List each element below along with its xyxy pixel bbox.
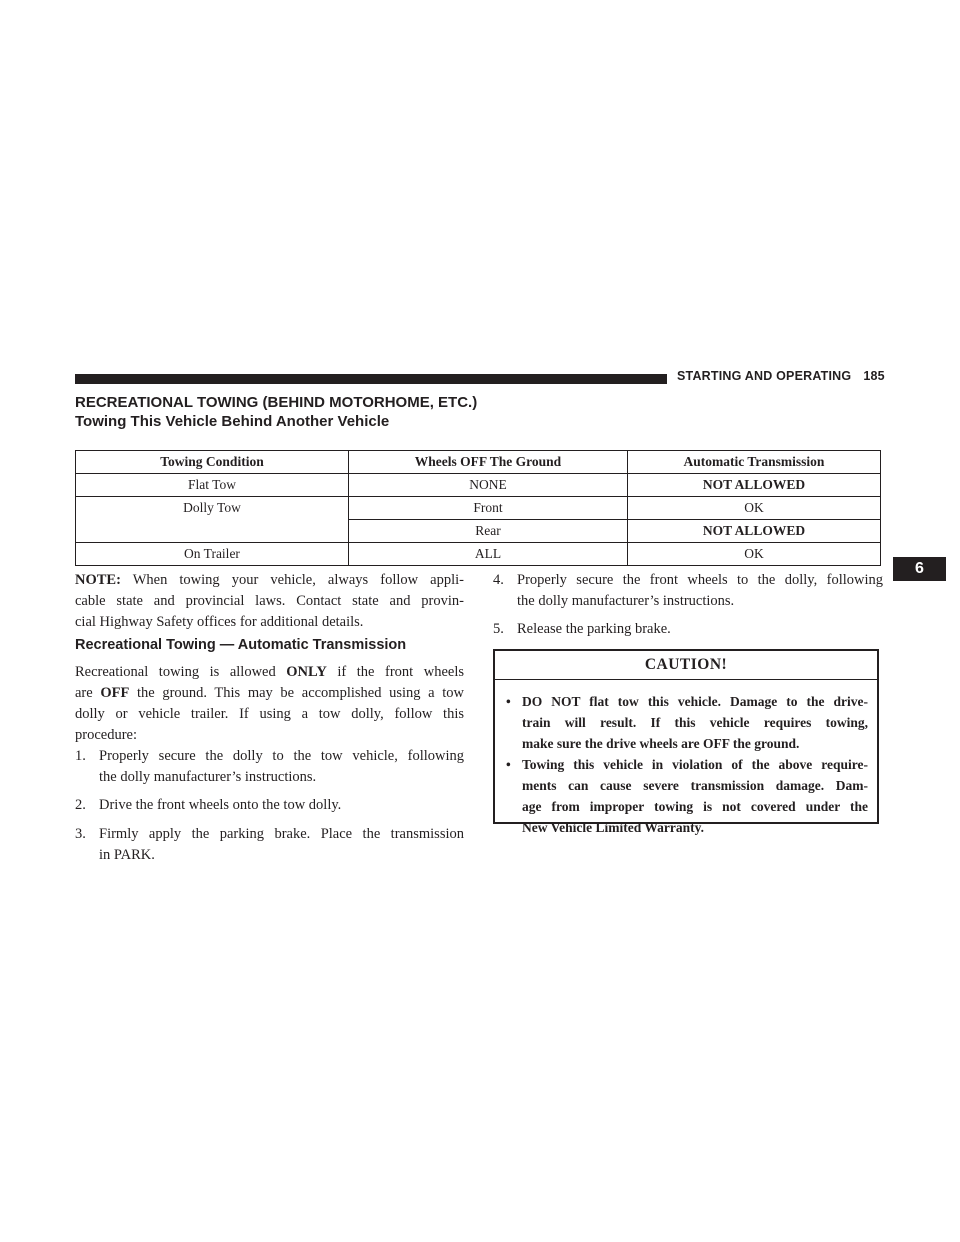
table-header-cell: Towing Condition [76, 451, 349, 474]
step-number: 1. [75, 748, 86, 764]
caution-text: Towing this vehicle in violation of the above require- [522, 757, 868, 772]
table-row [76, 474, 881, 497]
caution-text: age from improper towing is not covered under the [522, 799, 868, 814]
intro-line: dolly or vehicle trailer. If using a tow dolly, follow this [75, 706, 464, 722]
table-header-cell: Automatic Transmission [628, 451, 881, 474]
list-item [75, 824, 464, 866]
caution-bullet [506, 691, 868, 754]
step-number: 3. [75, 826, 86, 842]
list-item [75, 746, 464, 788]
caution-bullet [506, 754, 868, 838]
sub-heading: Towing This Vehicle Behind Another Vehicle [75, 413, 390, 430]
note-line: cial Highway Safety offices for additional details. [75, 614, 364, 630]
table-row [76, 543, 881, 566]
step-number: 4. [493, 572, 504, 588]
step-number: 2. [75, 797, 86, 813]
list-item [493, 619, 883, 640]
step-text: Firmly apply the parking brake. Place the transmission [99, 826, 464, 842]
caution-title: CAUTION! [495, 651, 877, 680]
step-text: in PARK. [99, 847, 155, 863]
table-cell-transmission: NOT ALLOWED [628, 520, 881, 543]
table-cell-transmission: OK [628, 543, 881, 566]
bullet-dot: • [506, 694, 511, 709]
page-number: 185 [863, 369, 885, 383]
list-item [75, 795, 464, 816]
header-rule [75, 374, 667, 384]
header-section: STARTING AND OPERATING [677, 369, 852, 383]
bullet-dot: • [506, 757, 511, 772]
list-item [493, 570, 883, 612]
intro-text: Recreational towing is allowed [75, 664, 287, 680]
table-cell-wheels: Front [349, 497, 628, 520]
note-line [75, 570, 464, 591]
note-line: cable state and provincial laws. Contact state and provin- [75, 593, 464, 609]
caution-text: train will result. If this vehicle requires towing, [522, 715, 868, 730]
step-text: Release the parking brake. [517, 621, 671, 637]
chapter-tab: 6 [893, 557, 946, 581]
caution-text: make sure the drive wheels are OFF the ground. [522, 736, 800, 751]
towing-table [75, 450, 881, 566]
table-cell-transmission: OK [628, 497, 881, 520]
step-text: Properly secure the dolly to the tow vehicle, following [99, 748, 464, 764]
caution-text: New Vehicle Limited Warranty. [522, 820, 704, 835]
note-text: When towing your vehicle, always follow appli- [120, 572, 464, 588]
intro-line: procedure: [75, 727, 137, 743]
table-header-cell: Wheels OFF The Ground [349, 451, 628, 474]
note-paragraph [75, 570, 464, 633]
step-text: Drive the front wheels onto the tow dolly. [99, 797, 342, 813]
table-cell-condition: Flat Tow [76, 474, 349, 497]
table-cell-transmission: NOT ALLOWED [628, 474, 881, 497]
caution-box [493, 649, 879, 835]
intro-line [75, 662, 464, 683]
intro-text: are [75, 685, 101, 701]
intro-emphasis: ONLY [286, 664, 327, 680]
running-header [677, 369, 885, 383]
intro-line [75, 683, 464, 704]
note-label: NOTE: [75, 572, 121, 588]
step-text: Properly secure the front wheels to the dolly, following [517, 572, 883, 588]
caution-text: ments can cause severe transmission damage. Dam- [522, 778, 868, 793]
step-text: the dolly manufacturer’s instructions. [517, 593, 735, 609]
table-cell-condition: On Trailer [76, 543, 349, 566]
main-heading: RECREATIONAL TOWING (BEHIND MOTORHOME, ETC.) [75, 394, 478, 411]
step-text: the dolly manufacturer’s instructions. [99, 769, 317, 785]
table-cell-condition: Dolly Tow [76, 497, 349, 543]
table-cell-wheels: Rear [349, 520, 628, 543]
caution-text: DO NOT flat tow this vehicle. Damage to the drive- [522, 694, 868, 709]
table-cell-wheels: ALL [349, 543, 628, 566]
intro-emphasis: OFF [100, 685, 130, 701]
step-number: 5. [493, 621, 504, 637]
table-header-row [76, 451, 881, 474]
intro-text: the ground. This may be accomplished using a tow [129, 685, 464, 701]
table-cell-wheels: NONE [349, 474, 628, 497]
intro-text: if the front wheels [326, 664, 464, 680]
section-heading: Recreational Towing — Automatic Transmission [75, 637, 407, 653]
intro-paragraph [75, 662, 464, 746]
table-row [76, 497, 881, 520]
